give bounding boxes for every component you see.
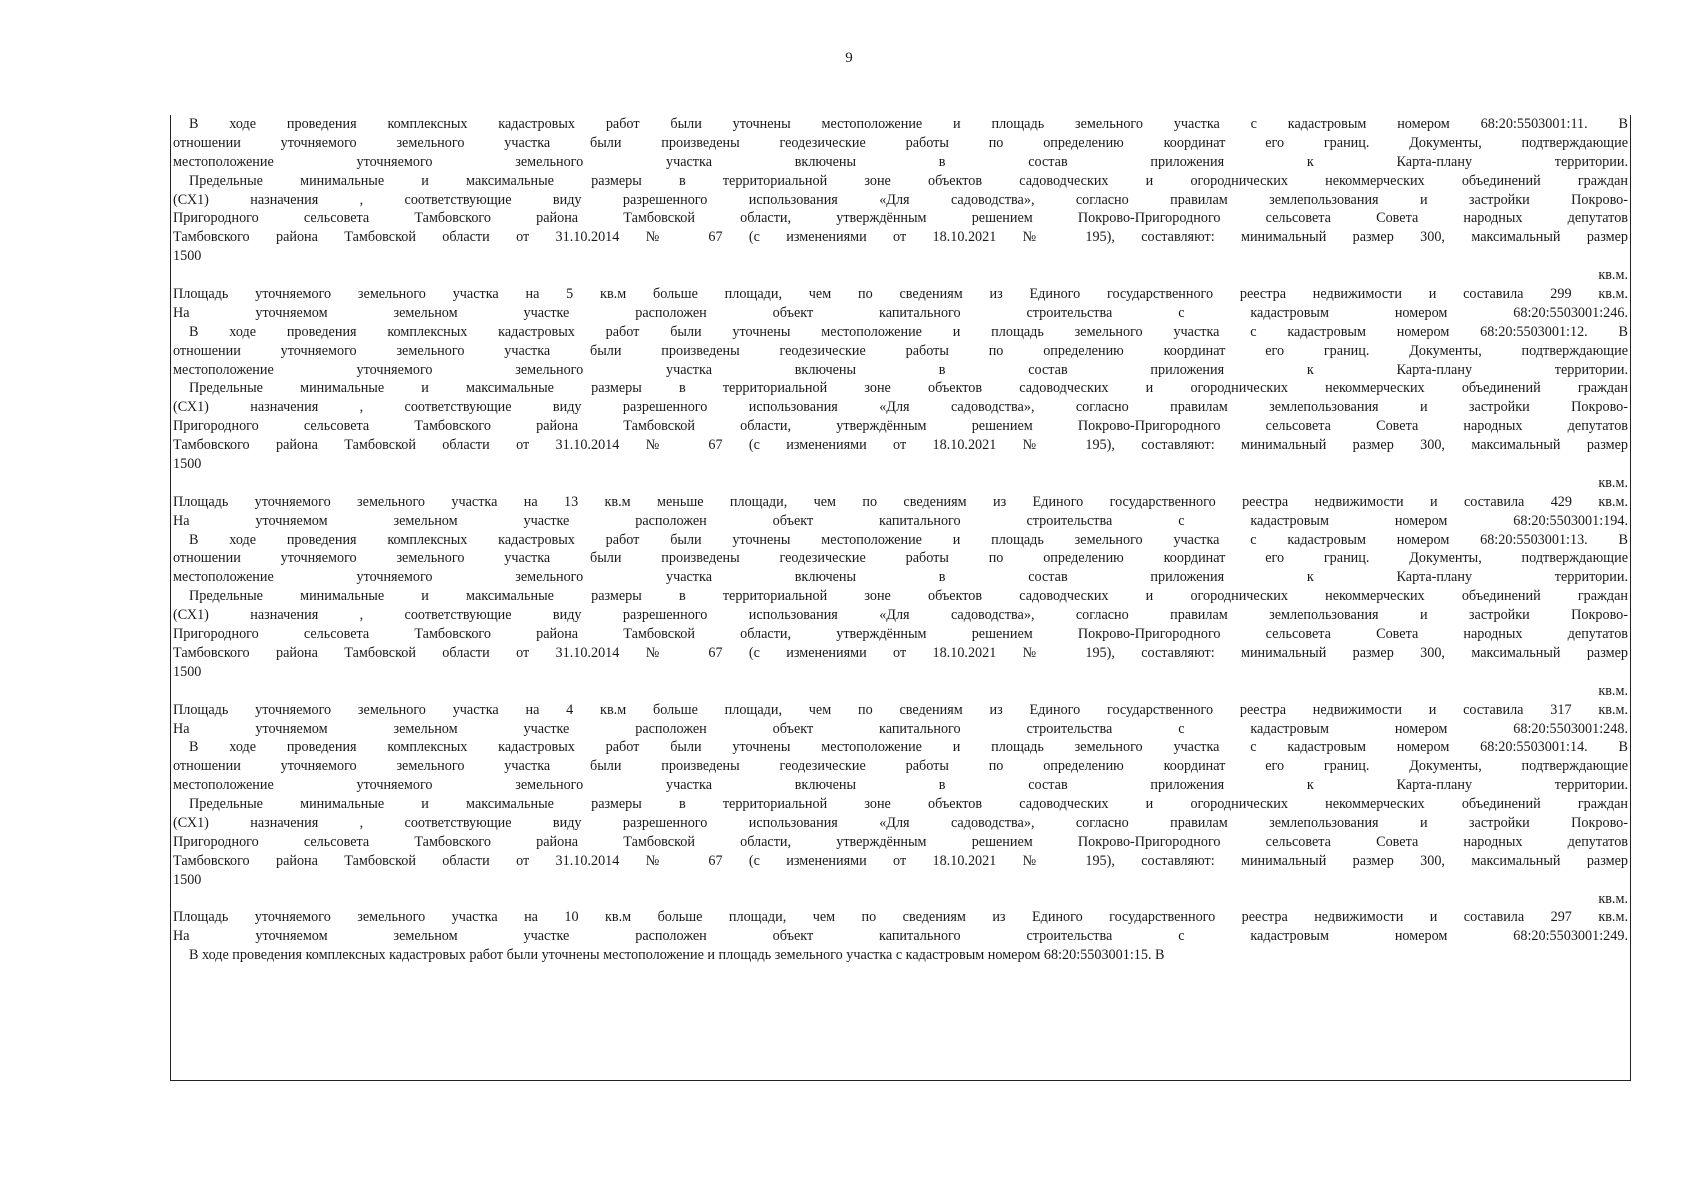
text-line: отношении уточняемого земельного участка были произведены геодезические работы по определению координат его границ. Документы, подтверждающие [173,342,1628,359]
text-line: местоположение уточняемого земельного участка включены в состав приложения к Карта-плану территории. [173,153,1628,170]
text-line: (СХ1) назначения , соответствующие виду разрешенного использования «Для садоводства», согласно правилам землепользования и застройки Покрово- [173,814,1628,831]
text-line: 1500 [173,663,202,680]
document-body [170,115,1631,1081]
text-line: Тамбовского района Тамбовской области от 31.10.2014 № 67 (с изменениями от 18.10.2021 № 195), составляют: минимальный размер 300, максимальный размер [173,852,1628,869]
text-line: Площадь уточняемого земельного участка на 10 кв.м больше площади, чем по сведениям из Единого государственного реестра недвижимости и составила 297 кв.м. [173,909,1628,926]
text-lines [173,115,1628,965]
text-line: 1500 [173,456,202,473]
text-line: Пригородного сельсовета Тамбовского района Тамбовской области, утверждённым решением Покрово-Пригородного сельсовета Совета народных депутатов [173,833,1628,850]
page-number: 9 [845,50,853,66]
text-line: местоположение уточняемого земельного участка включены в состав приложения к Карта-плану территории. [173,777,1628,794]
text-line: В ходе проведения комплексных кадастровых работ были уточнены местоположение и площадь земельного участка с кадастровым номером 68:20:5503001:12. В [189,323,1628,340]
text-line: (СХ1) назначения , соответствующие виду разрешенного использования «Для садоводства», согласно правилам землепользования и застройки Покрово- [173,607,1628,624]
text-line: Площадь уточняемого земельного участка на 5 кв.м больше площади, чем по сведениям из Единого государственного реестра недвижимости и составила 299 кв.м. [173,286,1628,303]
text-line: На уточняемом земельном участке расположен объект капитального строительства с кадастровым номером 68:20:5503001:248. [173,720,1628,737]
text-line: Предельные минимальные и максимальные размеры в территориальной зоне объектов садоводческих и огороднических некоммерческих объединений граждан [189,380,1628,397]
text-line: На уточняемом земельном участке расположен объект капитального строительства с кадастровым номером 68:20:5503001:249. [173,928,1628,945]
text-line: В ходе проведения комплексных кадастровых работ были уточнены местоположение и площадь земельного участка с кадастровым номером 68:20:5503001:13. В [189,531,1628,548]
text-line: кв.м. [1598,474,1628,491]
text-line: Предельные минимальные и максимальные размеры в территориальной зоне объектов садоводческих и огороднических некоммерческих объединений граждан [189,796,1628,813]
text-line: В ходе проведения комплексных кадастровых работ были уточнены местоположение и площадь земельного участка с кадастровым номером 68:20:5503001:14. В [189,739,1628,756]
text-line: Предельные минимальные и максимальные размеры в территориальной зоне объектов садоводческих и огороднических некоммерческих объединений граждан [189,588,1628,605]
text-line: Тамбовского района Тамбовской области от 31.10.2014 № 67 (с изменениями от 18.10.2021 № 195), составляют: минимальный размер 300, максимальный размер [173,437,1628,454]
text-line: кв.м. [1598,267,1628,284]
text-line: местоположение уточняемого земельного участка включены в состав приложения к Карта-плану территории. [173,569,1628,586]
text-line: В ходе проведения комплексных кадастровых работ были уточнены местоположение и площадь земельного участка с кадастровым номером 68:20:5503001:15. В [189,947,1165,964]
text-line: Тамбовского района Тамбовской области от 31.10.2014 № 67 (с изменениями от 18.10.2021 № 195), составляют: минимальный размер 300, максимальный размер [173,644,1628,661]
text-line: В ходе проведения комплексных кадастровых работ были уточнены местоположение и площадь земельного участка с кадастровым номером 68:20:5503001:11. В [189,116,1628,132]
text-line: местоположение уточняемого земельного участка включены в состав приложения к Карта-плану территории. [173,361,1628,378]
text-line: 1500 [173,248,202,265]
text-line: Пригородного сельсовета Тамбовского района Тамбовской области, утверждённым решением Покрово-Пригородного сельсовета Совета народных депутатов [173,418,1628,435]
text-line: (СХ1) назначения , соответствующие виду разрешенного использования «Для садоводства», согласно правилам землепользования и застройки Покрово- [173,399,1628,416]
text-line: На уточняемом земельном участке расположен объект капитального строительства с кадастровым номером 68:20:5503001:246. [173,304,1628,321]
text-line: Пригородного сельсовета Тамбовского района Тамбовской области, утверждённым решением Покрово-Пригородного сельсовета Совета народных депутатов [173,210,1628,227]
text-line: 1500 [173,871,202,888]
text-line: кв.м. [1598,682,1628,699]
text-line: отношении уточняемого земельного участка были произведены геодезические работы по определению координат его границ. Документы, подтверждающие [173,550,1628,567]
text-line: кв.м. [1598,890,1628,907]
text-line: Предельные минимальные и максимальные размеры в территориальной зоне объектов садоводческих и огороднических некоммерческих объединений граждан [189,172,1628,189]
text-line: На уточняемом земельном участке расположен объект капитального строительства с кадастровым номером 68:20:5503001:194. [173,512,1628,529]
text-line: Тамбовского района Тамбовской области от 31.10.2014 № 67 (с изменениями от 18.10.2021 № 195), составляют: минимальный размер 300, максимальный размер [173,229,1628,246]
text-line: (СХ1) назначения , соответствующие виду разрешенного использования «Для садоводства», согласно правилам землепользования и застройки Покрово- [173,191,1628,208]
text-line: Площадь уточняемого земельного участка на 13 кв.м меньше площади, чем по сведениям из Единого государственного реестра недвижимости и составила 429 кв.м. [173,493,1628,510]
text-line: отношении уточняемого земельного участка были произведены геодезические работы по определению координат его границ. Документы, подтверждающие [173,134,1628,151]
text-line: Пригородного сельсовета Тамбовского района Тамбовской области, утверждённым решением Покрово-Пригородного сельсовета Совета народных депутатов [173,626,1628,643]
text-line: Площадь уточняемого земельного участка на 4 кв.м больше площади, чем по сведениям из Единого государственного реестра недвижимости и составила 317 кв.м. [173,701,1628,718]
text-line: отношении уточняемого земельного участка были произведены геодезические работы по определению координат его границ. Документы, подтверждающие [173,758,1628,775]
